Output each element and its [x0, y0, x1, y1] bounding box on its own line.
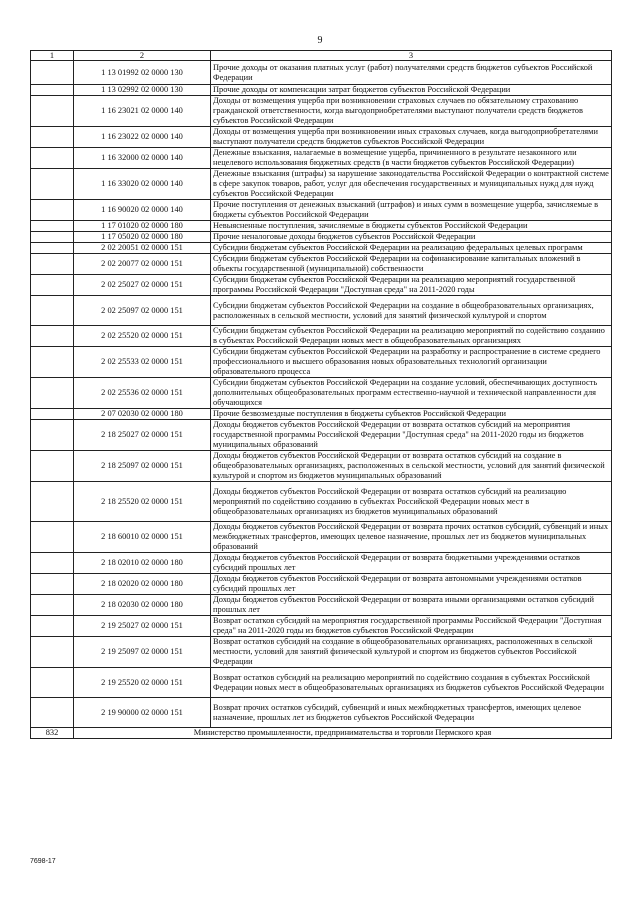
row-number-cell	[31, 451, 74, 482]
income-description-cell: Доходы бюджетов субъектов Российской Федерации от возврата бюджетными учреждениями остатков субсидий прошлых лет	[211, 553, 612, 574]
row-number-cell	[31, 378, 74, 409]
income-code-cell: 2 19 90000 02 0000 151	[74, 698, 211, 728]
row-number-cell	[31, 221, 74, 232]
income-description-cell: Доходы бюджетов субъектов Российской Федерации от возврата остатков субсидий на мероприятия государственной программы Российской Федерации "Доступная среда" на 2011-2020 годы из бюджетов муниципальных образований	[211, 420, 612, 451]
income-description-cell: Прочие доходы от оказания платных услуг (работ) получателями средств бюджетов субъектов Российской Федерации	[211, 61, 612, 85]
header-col-3: 3	[211, 51, 612, 61]
income-code-cell: 1 13 01992 02 0000 130	[74, 61, 211, 85]
row-number-cell	[31, 96, 74, 127]
row-number-cell	[31, 668, 74, 698]
income-code-cell: 2 18 25097 02 0000 151	[74, 451, 211, 482]
income-description-cell: Доходы бюджетов субъектов Российской Федерации от возврата прочих остатков субсидий, субвенций и иных межбюджетных трансфертов, имеющих целевое назначение, прошлых лет из бюджетов муниципальных образований	[211, 522, 612, 553]
row-number-cell	[31, 296, 74, 326]
income-description-cell: Доходы бюджетов субъектов Российской Федерации от возврата остатков субсидий на создание в общеобразовательных организациях, расположенных в сельской местности, условий для занятий физической культурой и спортом из бюджетов муниципальных образований	[211, 451, 612, 482]
header-col-1: 1	[31, 51, 74, 61]
row-number-cell	[31, 275, 74, 296]
row-number-cell	[31, 637, 74, 668]
income-code-cell: 2 18 25520 02 0000 151	[74, 482, 211, 522]
row-number-cell	[31, 409, 74, 420]
income-code-cell: 2 02 25520 02 0000 151	[74, 326, 211, 347]
income-description-cell: Субсидии бюджетам субъектов Российской Федерации на создание в общеобразовательных организациях, расположенных в сельской местности, условий для занятий физической культурой и спортом	[211, 296, 612, 326]
document-code: 7698-17	[30, 858, 56, 865]
row-number-cell	[31, 574, 74, 595]
table-row	[31, 254, 612, 275]
income-description-cell: Прочие неналоговые доходы бюджетов субъектов Российской Федерации	[211, 232, 612, 243]
row-number-cell	[31, 347, 74, 378]
table-row	[31, 243, 612, 254]
table-row	[31, 420, 612, 451]
income-description-cell: Денежные взыскания, налагаемые в возмещение ущерба, причиненного в результате незаконного или нецелевого использования бюджетных средств (в части бюджетов субъектов Российской Федерации)	[211, 148, 612, 169]
income-code-cell: 1 16 23022 02 0000 140	[74, 127, 211, 148]
row-number-cell	[31, 326, 74, 347]
table-row	[31, 232, 612, 243]
income-code-cell: 2 02 25027 02 0000 151	[74, 275, 211, 296]
table-row	[31, 378, 612, 409]
row-number-cell	[31, 420, 74, 451]
income-description-cell: Субсидии бюджетам субъектов Российской Федерации на создание условий, обеспечивающих доступность дополнительных общеобразовательных программ естественно-научной и технической направленности для обучающихся	[211, 378, 612, 409]
row-number-cell	[31, 169, 74, 200]
income-code-cell: 2 07 02030 02 0000 180	[74, 409, 211, 420]
row-number-cell	[31, 553, 74, 574]
table-row	[31, 61, 612, 85]
table-row	[31, 127, 612, 148]
income-description-cell: Доходы бюджетов субъектов Российской Федерации от возврата иными организациями остатков субсидий прошлых лет	[211, 595, 612, 616]
income-codes-table	[30, 50, 612, 739]
income-description-cell: Возврат прочих остатков субсидий, субвенций и иных межбюджетных трансфертов, имеющих целевое назначение, прошлых лет из бюджетов субъектов Российской Федерации	[211, 698, 612, 728]
income-description-cell: Доходы от возмещения ущерба при возникновении страховых случаев по обязательному страхованию гражданской ответственности, когда выгодоприобретателями выступают получатели средств бюджетов субъектов Российской Федерации	[211, 96, 612, 127]
table-row	[31, 326, 612, 347]
table-row	[31, 574, 612, 595]
row-number-cell	[31, 595, 74, 616]
income-code-cell: 2 02 25536 02 0000 151	[74, 378, 211, 409]
ministry-name-cell: Министерство промышленности, предпринимательства и торговли Пермского края	[74, 728, 612, 739]
income-description-cell: Доходы бюджетов субъектов Российской Федерации от возврата автономными учреждениями остатков субсидий прошлых лет	[211, 574, 612, 595]
income-code-cell: 2 02 25533 02 0000 151	[74, 347, 211, 378]
ministry-number-cell: 832	[31, 728, 74, 739]
income-code-cell: 2 19 25027 02 0000 151	[74, 616, 211, 637]
income-description-cell: Невыясненные поступления, зачисляемые в бюджеты субъектов Российской Федерации	[211, 221, 612, 232]
income-description-cell: Возврат остатков субсидий на мероприятия государственной программы Российской Федерации "Доступная среда" на 2011-2020 годы из бюджетов субъектов Российской Федерации	[211, 616, 612, 637]
row-number-cell	[31, 698, 74, 728]
table-body	[31, 51, 612, 739]
table-row	[31, 409, 612, 420]
income-code-cell: 1 16 32000 02 0000 140	[74, 148, 211, 169]
row-number-cell	[31, 127, 74, 148]
income-code-cell: 1 17 05020 02 0000 180	[74, 232, 211, 243]
row-number-cell	[31, 522, 74, 553]
income-code-cell: 2 02 20077 02 0000 151	[74, 254, 211, 275]
income-code-cell: 2 02 20051 02 0000 151	[74, 243, 211, 254]
row-number-cell	[31, 616, 74, 637]
income-code-cell: 1 13 02992 02 0000 130	[74, 85, 211, 96]
table-row	[31, 553, 612, 574]
income-description-cell: Доходы от возмещения ущерба при возникновении иных страховых случаев, когда выгодоприобретателями выступают получатели средств бюджетов субъектов Российской Федерации	[211, 127, 612, 148]
table-row	[31, 85, 612, 96]
table-row	[31, 296, 612, 326]
ministry-row	[31, 728, 612, 739]
income-description-cell: Субсидии бюджетам субъектов Российской Федерации на реализацию мероприятий по содействию созданию в субъектах Российской Федерации новых мест в общеобразовательных организациях	[211, 326, 612, 347]
table-row	[31, 451, 612, 482]
income-code-cell: 2 18 02010 02 0000 180	[74, 553, 211, 574]
income-description-cell: Субсидии бюджетам субъектов Российской Федерации на разработку и распространение в системе среднего профессионального и высшего образования новых образовательных технологий организации образовательного процесса	[211, 347, 612, 378]
income-description-cell: Субсидии бюджетам субъектов Российской Федерации на софинансирование капитальных вложений в объекты государственной (муниципальной) собственности	[211, 254, 612, 275]
income-description-cell: Прочие поступления от денежных взысканий (штрафов) и иных сумм в возмещение ущерба, зачисляемые в бюджеты субъектов Российской Федерации	[211, 200, 612, 221]
page-number: 9	[317, 35, 323, 46]
header-col-2: 2	[74, 51, 211, 61]
income-code-cell: 2 18 60010 02 0000 151	[74, 522, 211, 553]
income-code-cell: 2 18 02030 02 0000 180	[74, 595, 211, 616]
table-row	[31, 616, 612, 637]
table-row	[31, 169, 612, 200]
income-code-cell: 2 18 02020 02 0000 180	[74, 574, 211, 595]
income-description-cell: Субсидии бюджетам субъектов Российской Федерации на реализацию федеральных целевых программ	[211, 243, 612, 254]
table-row	[31, 482, 612, 522]
row-number-cell	[31, 148, 74, 169]
income-code-cell: 2 02 25097 02 0000 151	[74, 296, 211, 326]
row-number-cell	[31, 61, 74, 85]
table-row	[31, 637, 612, 668]
table-row	[31, 96, 612, 127]
income-code-cell: 1 16 90020 02 0000 140	[74, 200, 211, 221]
row-number-cell	[31, 85, 74, 96]
table-header-row	[31, 51, 612, 61]
income-code-cell: 2 19 25097 02 0000 151	[74, 637, 211, 668]
table-row	[31, 522, 612, 553]
income-description-cell: Прочие доходы от компенсации затрат бюджетов субъектов Российской Федерации	[211, 85, 612, 96]
income-description-cell: Денежные взыскания (штрафы) за нарушение законодательства Российской Федерации о контрактной системе в сфере закупок товаров, работ, услуг для обеспечения государственных и муниципальных нужд для нужд субъектов Российской Федерации	[211, 169, 612, 200]
table-row	[31, 698, 612, 728]
row-number-cell	[31, 200, 74, 221]
table-row	[31, 347, 612, 378]
income-description-cell: Возврат остатков субсидий на создание в общеобразовательных организациях, расположенных в сельской местности, условий для занятий физической культурой и спортом из бюджетов субъектов Российской Федерации	[211, 637, 612, 668]
table-row	[31, 148, 612, 169]
income-code-cell: 2 19 25520 02 0000 151	[74, 668, 211, 698]
income-code-cell: 1 17 01020 02 0000 180	[74, 221, 211, 232]
income-code-cell: 1 16 23021 02 0000 140	[74, 96, 211, 127]
table-row	[31, 200, 612, 221]
income-description-cell: Прочие безвозмездные поступления в бюджеты субъектов Российской Федерации	[211, 409, 612, 420]
income-description-cell: Возврат остатков субсидий на реализацию мероприятий по содействию создания в субъектах Российской Федерации новых мест в общеобразовательных организациях из бюджетов субъектов Российской Федерации	[211, 668, 612, 698]
table-row	[31, 595, 612, 616]
income-description-cell: Доходы бюджетов субъектов Российской Федерации от возврата остатков субсидий на реализацию мероприятий по содействию созданию в субъектах Российской Федерации новых мест в общеобразовательных организациях из бюджетов муниципальных образований	[211, 482, 612, 522]
row-number-cell	[31, 232, 74, 243]
table-row	[31, 275, 612, 296]
income-code-cell: 2 18 25027 02 0000 151	[74, 420, 211, 451]
income-code-cell: 1 16 33020 02 0000 140	[74, 169, 211, 200]
table-row	[31, 668, 612, 698]
income-description-cell: Субсидии бюджетам субъектов Российской Федерации на реализацию мероприятий государственной программы Российской Федерации "Доступная среда" на 2011-2020 годы	[211, 275, 612, 296]
row-number-cell	[31, 254, 74, 275]
row-number-cell	[31, 482, 74, 522]
row-number-cell	[31, 243, 74, 254]
table-row	[31, 221, 612, 232]
